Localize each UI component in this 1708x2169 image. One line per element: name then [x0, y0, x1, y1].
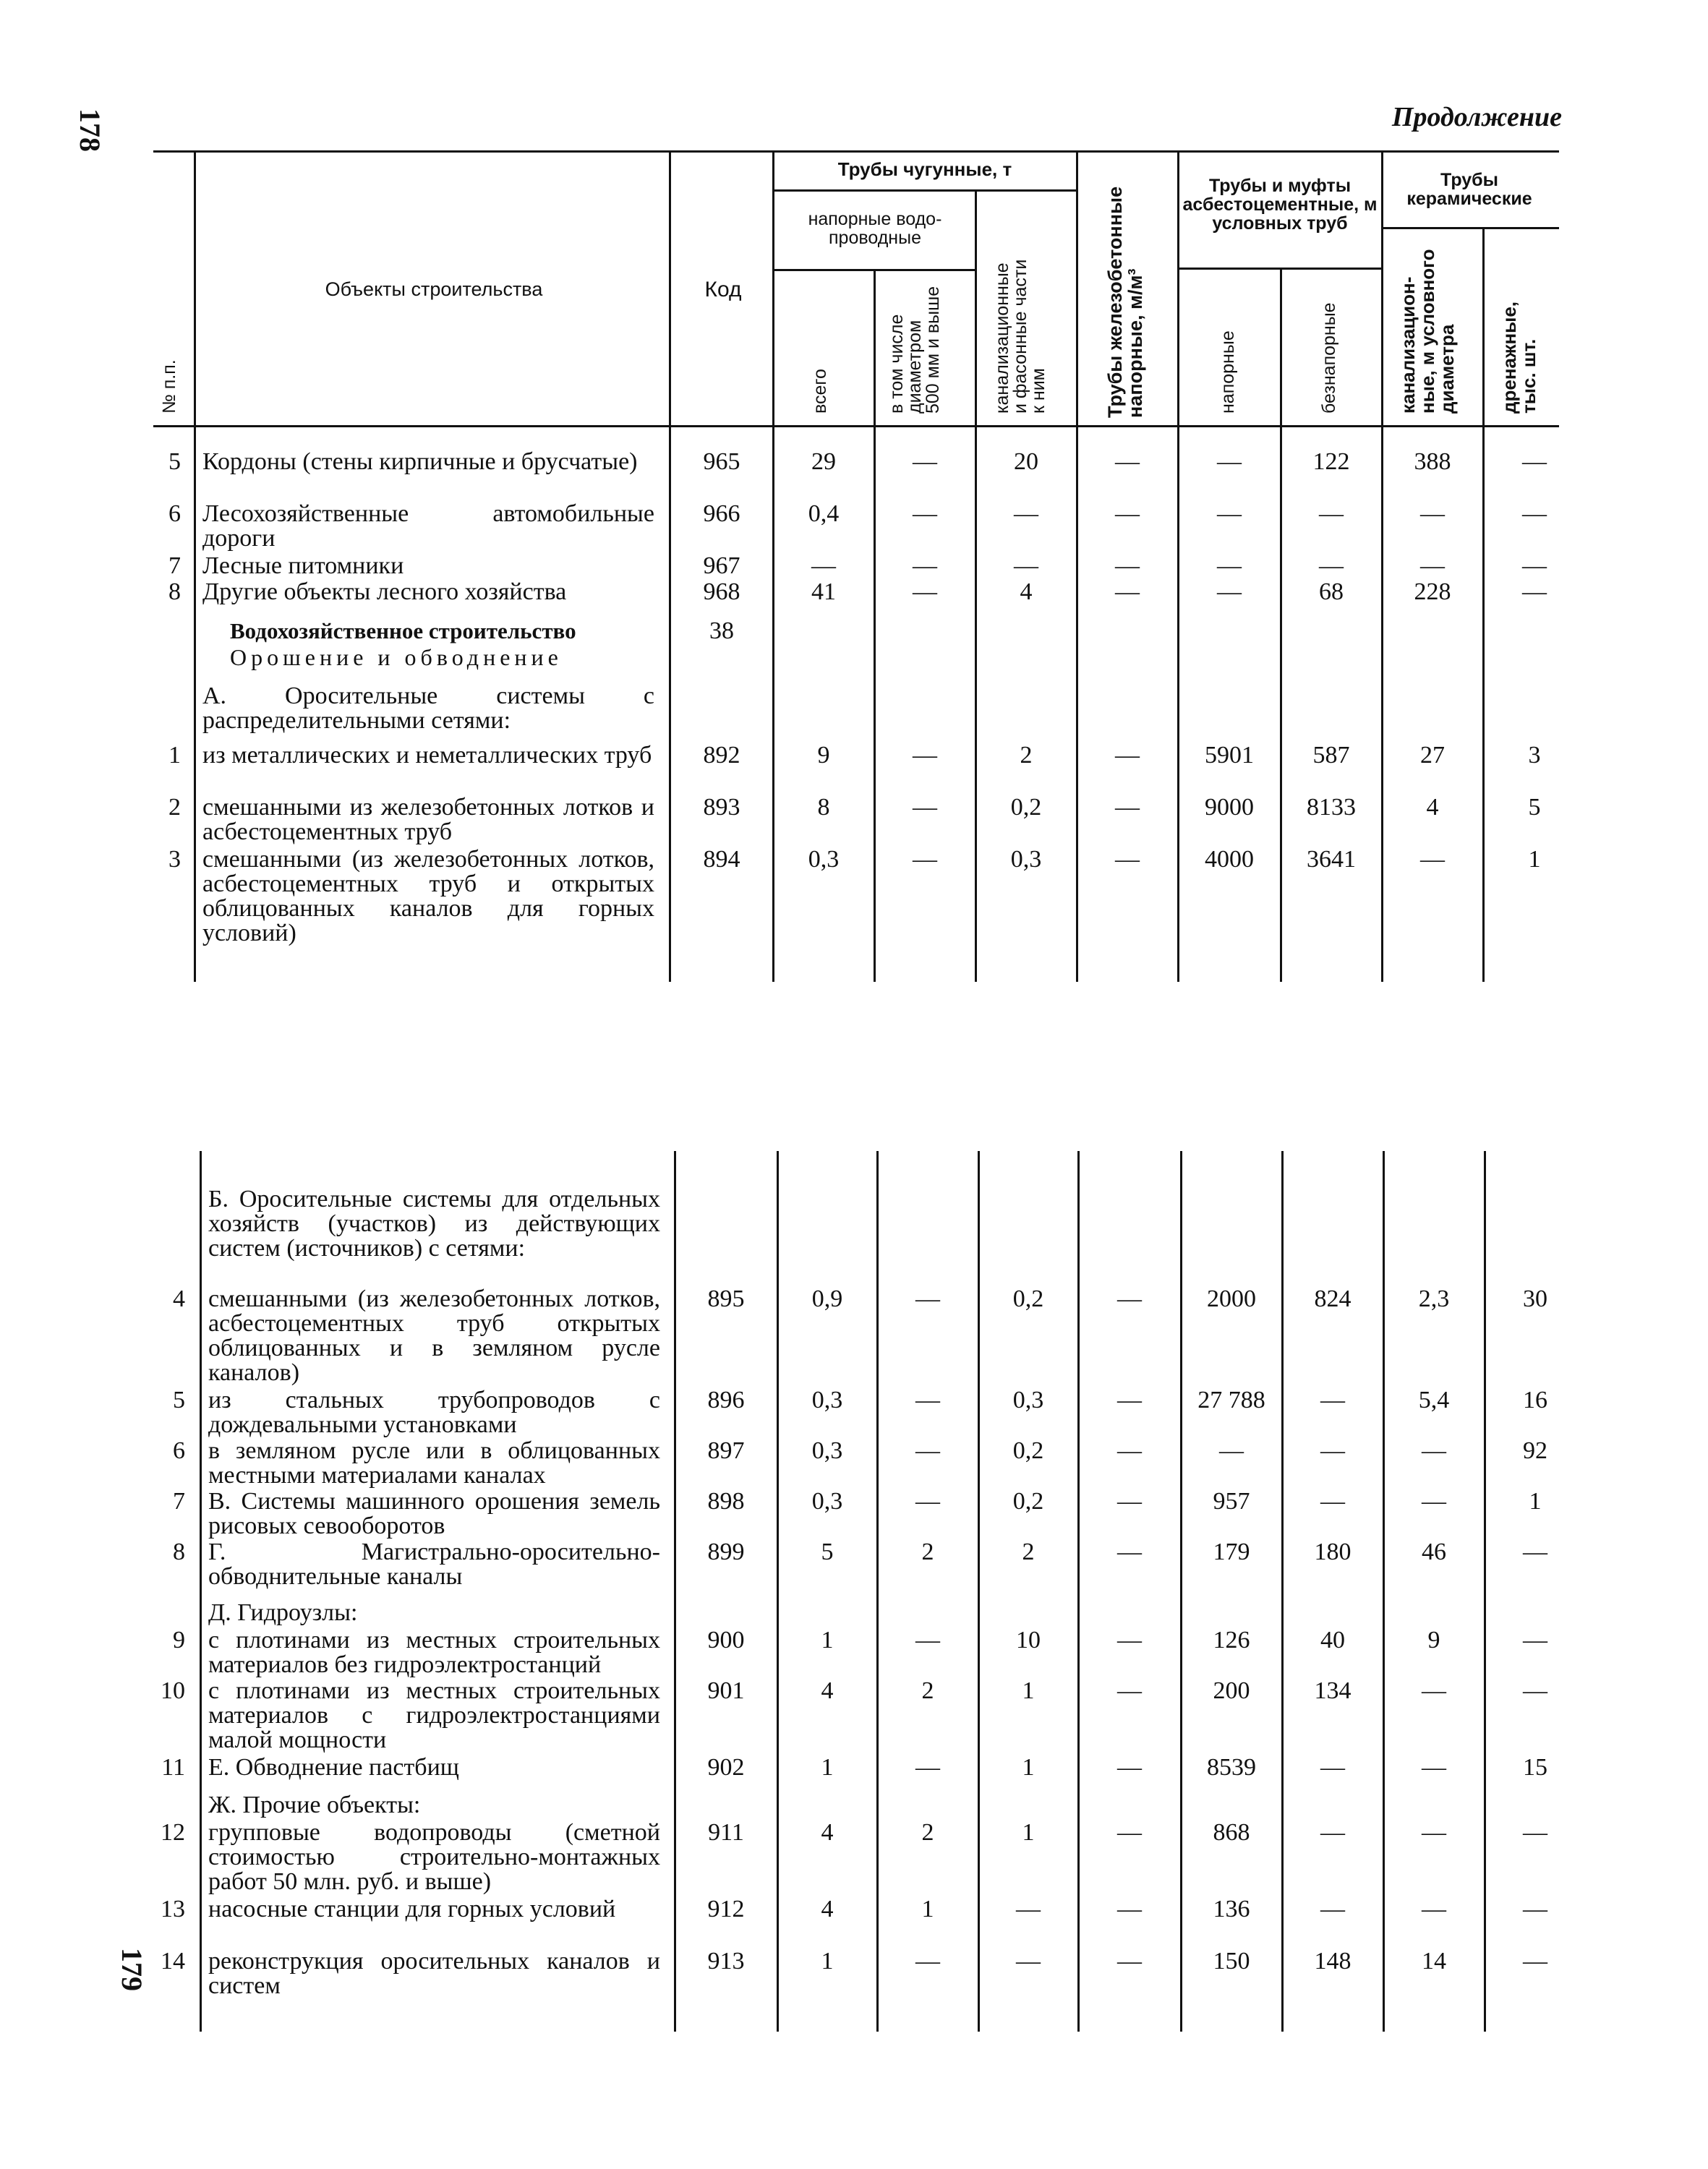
- value-reinf-concrete: —: [1117, 1819, 1142, 1846]
- value-total: 29: [811, 448, 836, 475]
- value-drainage: 1: [1528, 846, 1541, 873]
- value-pressure: —: [1217, 578, 1242, 605]
- value-nonpressure: —: [1320, 1437, 1345, 1464]
- row-number: 14: [161, 1948, 185, 1975]
- grid-line: [777, 1151, 779, 2032]
- value-drainage: —: [1523, 1819, 1547, 1846]
- value-reinf-concrete: —: [1117, 1896, 1142, 1922]
- value-incl: —: [915, 1948, 940, 1975]
- object-name: смешанными из железобетонных лотков и асбестоцементных труб: [202, 794, 654, 845]
- object-name: Кордоны (стены кирпичные и брусчатые): [202, 448, 638, 475]
- code-cell: 893: [703, 794, 740, 821]
- object-name: из металлических и неметаллических труб: [202, 742, 652, 769]
- grid-line: [772, 150, 774, 982]
- value-ceramic-sewer: 27: [1420, 742, 1445, 769]
- row-number: 3: [168, 846, 181, 873]
- object-name: с плотинами из местных строительных материалов с гидроэлектростанциями малой мощности: [208, 1677, 660, 1753]
- value-ceramic-sewer: —: [1420, 552, 1445, 579]
- header-sewer-fittings: канализационные и фасонные части к ним: [992, 259, 1049, 414]
- value-reinf-concrete: —: [1117, 1627, 1142, 1654]
- value-ceramic-sewer: —: [1422, 1896, 1446, 1922]
- row-number: 4: [173, 1285, 185, 1312]
- value-drainage: 3: [1528, 742, 1541, 769]
- value-incl: —: [913, 500, 937, 527]
- value-nonpressure: 40: [1320, 1627, 1345, 1654]
- header-bottom-rule: [153, 425, 1559, 427]
- value-reinf-concrete: —: [1115, 794, 1140, 821]
- value-ceramic-sewer: 388: [1414, 448, 1451, 475]
- row-number: 7: [168, 552, 181, 579]
- value-drainage: 16: [1523, 1387, 1547, 1413]
- value-drainage: —: [1523, 1539, 1547, 1565]
- code-cell: 899: [707, 1539, 745, 1565]
- object-name: реконструкция оросительных каналов и систем: [208, 1948, 660, 1999]
- value-nonpressure: —: [1320, 1819, 1345, 1846]
- value-reinf-concrete: —: [1115, 742, 1140, 769]
- value-sewer-fittings: 0,3: [1010, 846, 1042, 873]
- value-reinf-concrete: —: [1117, 1948, 1142, 1975]
- value-pressure: —: [1219, 1437, 1244, 1464]
- value-nonpressure: 148: [1314, 1948, 1352, 1975]
- value-ceramic-sewer: —: [1420, 846, 1445, 873]
- value-sewer-fittings: 2: [1022, 1539, 1035, 1565]
- value-ceramic-sewer: —: [1422, 1677, 1446, 1704]
- value-pressure: 200: [1213, 1677, 1250, 1704]
- object-name: Е. Обводнение пастбищ: [208, 1754, 459, 1781]
- header-cast-iron: Трубы чугунные, т: [837, 158, 1012, 180]
- value-incl: —: [915, 1437, 940, 1464]
- value-sewer-fittings: 0,2: [1012, 1437, 1044, 1464]
- continuation-label: Продолжение: [1391, 102, 1562, 132]
- header-reinf-concrete: Трубы железобетонные напорные, м/м³: [1104, 186, 1146, 418]
- value-pressure: 9000: [1205, 794, 1254, 821]
- section-heading: Водохозяйственное строительство: [230, 618, 576, 643]
- object-name: с плотинами из местных строительных материалов без гидроэлектростанций: [208, 1627, 660, 1678]
- value-nonpressure: —: [1319, 500, 1344, 527]
- value-drainage: —: [1523, 1627, 1547, 1654]
- code-cell: 38: [709, 617, 734, 644]
- grid-line: [1281, 1151, 1284, 2032]
- header-incl: в том числе диаметром 500 мм и выше: [887, 286, 943, 414]
- value-incl: —: [915, 1387, 940, 1413]
- code-cell: 966: [703, 500, 740, 527]
- group-heading: Д. Гидроузлы:: [208, 1599, 358, 1626]
- value-ceramic-sewer: —: [1420, 500, 1445, 527]
- value-ceramic-sewer: —: [1422, 1819, 1446, 1846]
- header-code: Код: [704, 278, 742, 301]
- value-reinf-concrete: —: [1115, 846, 1140, 873]
- value-incl: 1: [921, 1896, 934, 1922]
- value-total: 9: [817, 742, 830, 769]
- value-reinf-concrete: —: [1117, 1754, 1142, 1781]
- value-incl: —: [913, 552, 937, 579]
- value-drainage: —: [1522, 500, 1547, 527]
- value-nonpressure: 180: [1314, 1539, 1352, 1565]
- group-heading: Б. Оросительные системы для отдельных хозяйств (участков) из действующих систем (источников) с сетями:: [208, 1186, 660, 1262]
- value-ceramic-sewer: 228: [1414, 578, 1451, 605]
- grid-line: [1180, 1151, 1182, 2032]
- ceramic-rule: [1383, 227, 1559, 229]
- value-nonpressure: 122: [1312, 448, 1350, 475]
- value-ceramic-sewer: 9: [1427, 1627, 1440, 1654]
- value-sewer-fittings: —: [1016, 1896, 1041, 1922]
- value-ceramic-sewer: 4: [1426, 794, 1439, 821]
- value-total: 5: [821, 1539, 834, 1565]
- value-nonpressure: —: [1320, 1754, 1345, 1781]
- value-incl: 2: [921, 1539, 934, 1565]
- value-nonpressure: 68: [1319, 578, 1344, 605]
- row-number: 6: [168, 500, 181, 527]
- value-reinf-concrete: —: [1117, 1387, 1142, 1413]
- value-sewer-fittings: 20: [1014, 448, 1038, 475]
- grid-line: [1383, 1151, 1385, 2032]
- header-pressure: напорные: [1218, 330, 1238, 414]
- object-name: из стальных трубопроводов с дождевальными установками: [208, 1387, 660, 1438]
- value-nonpressure: 587: [1312, 742, 1350, 769]
- code-cell: 913: [707, 1948, 745, 1975]
- value-total: —: [811, 552, 836, 579]
- grid-line: [876, 1151, 879, 2032]
- header-object: Объекты строительства: [325, 278, 543, 300]
- value-incl: —: [913, 742, 937, 769]
- grid-line: [1076, 150, 1078, 982]
- header-nonpressure: безнапорные: [1319, 302, 1339, 414]
- value-incl: —: [913, 448, 937, 475]
- code-cell: 967: [703, 552, 740, 579]
- value-ceramic-sewer: 14: [1422, 1948, 1446, 1975]
- value-total: 0,3: [811, 1488, 843, 1515]
- row-number: 5: [173, 1387, 185, 1413]
- value-drainage: 15: [1523, 1754, 1547, 1781]
- code-cell: 911: [708, 1819, 744, 1846]
- value-total: 4: [821, 1896, 834, 1922]
- value-sewer-fittings: 0,2: [1010, 794, 1042, 821]
- value-sewer-fittings: 1: [1022, 1754, 1035, 1781]
- value-sewer-fittings: 1: [1022, 1819, 1035, 1846]
- code-cell: 898: [707, 1488, 745, 1515]
- value-drainage: —: [1523, 1677, 1547, 1704]
- value-nonpressure: —: [1319, 552, 1344, 579]
- value-total: 0,9: [811, 1285, 843, 1312]
- group-heading: Ж. Прочие объекты:: [208, 1792, 421, 1818]
- value-incl: —: [915, 1285, 940, 1312]
- row-number: 8: [168, 578, 181, 605]
- row-number: 2: [168, 794, 181, 821]
- page-number-top: 178: [74, 108, 106, 152]
- code-cell: 965: [703, 448, 740, 475]
- value-total: 0,3: [811, 1387, 843, 1413]
- value-ceramic-sewer: 46: [1422, 1539, 1446, 1565]
- value-drainage: —: [1523, 1896, 1547, 1922]
- code-cell: 892: [703, 742, 740, 769]
- value-reinf-concrete: —: [1117, 1539, 1142, 1565]
- code-cell: 901: [707, 1677, 745, 1704]
- row-number: 13: [161, 1896, 185, 1922]
- header-num: № п.п.: [159, 359, 179, 414]
- value-sewer-fittings: —: [1016, 1948, 1041, 1975]
- value-ceramic-sewer: —: [1422, 1437, 1446, 1464]
- grid-line: [1177, 150, 1179, 982]
- value-pressure: 868: [1213, 1819, 1250, 1846]
- value-sewer-fittings: —: [1014, 500, 1038, 527]
- object-name: Другие объекты лесного хозяйства: [202, 578, 567, 605]
- row-number: 12: [161, 1819, 185, 1846]
- grid-line: [669, 150, 671, 982]
- value-drainage: 5: [1528, 794, 1541, 821]
- value-sewer-fittings: 10: [1016, 1627, 1041, 1654]
- value-reinf-concrete: —: [1117, 1677, 1142, 1704]
- value-drainage: —: [1522, 552, 1547, 579]
- value-pressure: 179: [1213, 1539, 1250, 1565]
- value-total: 1: [821, 1948, 834, 1975]
- object-name: смешанными (из железобетонных лотков, асбестоцементных труб открытых облицованных и в земляном русле каналов): [208, 1285, 660, 1386]
- value-incl: —: [915, 1488, 940, 1515]
- grid-line: [674, 1151, 676, 2032]
- row-number: 7: [173, 1488, 185, 1515]
- value-drainage: —: [1522, 448, 1547, 475]
- value-pressure: 4000: [1205, 846, 1254, 873]
- value-reinf-concrete: —: [1117, 1437, 1142, 1464]
- value-sewer-fittings: —: [1014, 552, 1038, 579]
- grid-line: [1482, 227, 1485, 982]
- value-total: 1: [821, 1754, 834, 1781]
- value-drainage: 1: [1529, 1488, 1542, 1515]
- value-ceramic-sewer: 2,3: [1418, 1285, 1450, 1312]
- value-total: 0,3: [808, 846, 840, 873]
- value-sewer-fittings: 0,3: [1012, 1387, 1044, 1413]
- value-pressure: 957: [1213, 1488, 1250, 1515]
- row-number: 10: [161, 1677, 185, 1704]
- grid-line: [874, 269, 876, 982]
- value-pressure: 136: [1213, 1896, 1250, 1922]
- cast-iron-rule: [774, 189, 1076, 192]
- value-total: 8: [817, 794, 830, 821]
- code-cell: 900: [707, 1627, 745, 1654]
- code-cell: 895: [707, 1285, 745, 1312]
- value-reinf-concrete: —: [1115, 500, 1140, 527]
- value-nonpressure: 3641: [1307, 846, 1356, 873]
- value-sewer-fittings: 4: [1020, 578, 1033, 605]
- grid-line: [978, 1151, 980, 2032]
- value-sewer-fittings: 2: [1020, 742, 1033, 769]
- grid-line: [1077, 1151, 1080, 2032]
- header-asbestos: Трубы и муфты асбестоцементные, м условных труб: [1182, 176, 1378, 234]
- value-incl: —: [913, 846, 937, 873]
- value-reinf-concrete: —: [1117, 1285, 1142, 1312]
- header-ceramic: Трубы керамические: [1406, 170, 1532, 209]
- header-ceramic-sewer: канализацион- ные, м условного диаметра: [1397, 249, 1458, 414]
- object-name: в земляном русле или в облицованных местными материалами каналах: [208, 1437, 660, 1489]
- header-top-rule: [153, 150, 1559, 153]
- grid-line: [1381, 150, 1383, 982]
- value-pressure: 126: [1213, 1627, 1250, 1654]
- object-name: смешанными (из железобетонных лотков, асбестоцементных труб и открытых облицованных каналов для горных условий): [202, 846, 654, 946]
- value-reinf-concrete: —: [1115, 448, 1140, 475]
- code-cell: 894: [703, 846, 740, 873]
- header-total: всего: [810, 369, 830, 414]
- value-nonpressure: 8133: [1307, 794, 1356, 821]
- code-cell: 902: [707, 1754, 745, 1781]
- object-name: Лесохозяйственные автомобильные дороги: [202, 500, 654, 552]
- value-pressure: 5901: [1205, 742, 1254, 769]
- value-pressure: —: [1217, 552, 1242, 579]
- value-nonpressure: 134: [1314, 1677, 1352, 1704]
- value-total: 4: [821, 1677, 834, 1704]
- row-number: 1: [168, 742, 181, 769]
- value-incl: —: [915, 1754, 940, 1781]
- grid-line: [1280, 268, 1282, 982]
- page-number-bottom: 179: [116, 1948, 148, 1991]
- value-nonpressure: —: [1320, 1387, 1345, 1413]
- value-reinf-concrete: —: [1117, 1488, 1142, 1515]
- object-name: Г. Магистрально-оросительно-обводнительные каналы: [208, 1539, 660, 1590]
- value-drainage: 92: [1523, 1437, 1547, 1464]
- value-total: 4: [821, 1819, 834, 1846]
- value-total: 0,4: [808, 500, 840, 527]
- value-incl: —: [913, 794, 937, 821]
- row-number: 6: [173, 1437, 185, 1464]
- value-pressure: 8539: [1207, 1754, 1256, 1781]
- value-ceramic-sewer: —: [1422, 1488, 1446, 1515]
- value-sewer-fittings: 1: [1022, 1677, 1035, 1704]
- value-pressure: —: [1217, 500, 1242, 527]
- value-total: 41: [811, 578, 836, 605]
- code-cell: 897: [707, 1437, 745, 1464]
- code-cell: 968: [703, 578, 740, 605]
- header-drainage: дренажные, тыс. шт.: [1498, 301, 1540, 414]
- value-pressure: 2000: [1207, 1285, 1256, 1312]
- value-sewer-fittings: 0,2: [1012, 1488, 1044, 1515]
- value-incl: 2: [921, 1819, 934, 1846]
- value-pressure: 150: [1213, 1948, 1250, 1975]
- value-incl: 2: [921, 1677, 934, 1704]
- row-number: 8: [173, 1539, 185, 1565]
- value-ceramic-sewer: —: [1422, 1754, 1446, 1781]
- group-heading: А. Оросительные системы с распределительными сетями:: [202, 683, 654, 734]
- value-nonpressure: 824: [1314, 1285, 1352, 1312]
- row-number: 5: [168, 448, 181, 475]
- value-total: 1: [821, 1627, 834, 1654]
- grid-line: [200, 1151, 202, 2032]
- code-cell: 896: [707, 1387, 745, 1413]
- value-nonpressure: —: [1320, 1896, 1345, 1922]
- object-name: В. Системы машинного орошения земель рисовых севооборотов: [208, 1488, 660, 1539]
- grid-line: [194, 150, 196, 982]
- value-total: 0,3: [811, 1437, 843, 1464]
- value-reinf-concrete: —: [1115, 552, 1140, 579]
- row-number: 9: [173, 1627, 185, 1654]
- value-drainage: —: [1523, 1948, 1547, 1975]
- object-name: насосные станции для горных условий: [208, 1896, 616, 1922]
- value-drainage: 30: [1523, 1285, 1547, 1312]
- row-number: 11: [161, 1754, 185, 1781]
- value-pressure: —: [1217, 448, 1242, 475]
- value-reinf-concrete: —: [1115, 578, 1140, 605]
- object-name: групповые водопроводы (сметной стоимостью строительно-монтажных работ 50 млн. руб. и выше): [208, 1819, 660, 1895]
- section-subheading: Орошение и обводнение: [230, 644, 563, 670]
- value-nonpressure: —: [1320, 1488, 1345, 1515]
- header-pressure-water: напорные водо-проводные: [808, 209, 942, 248]
- value-ceramic-sewer: 5,4: [1418, 1387, 1450, 1413]
- value-drainage: —: [1522, 578, 1547, 605]
- object-name: Лесные питомники: [202, 552, 404, 579]
- value-incl: —: [913, 578, 937, 605]
- value-incl: —: [915, 1627, 940, 1654]
- grid-line: [1484, 1151, 1486, 2032]
- value-sewer-fittings: 0,2: [1012, 1285, 1044, 1312]
- grid-line: [975, 189, 977, 982]
- value-pressure: 27 788: [1197, 1387, 1265, 1413]
- code-cell: 912: [707, 1896, 745, 1922]
